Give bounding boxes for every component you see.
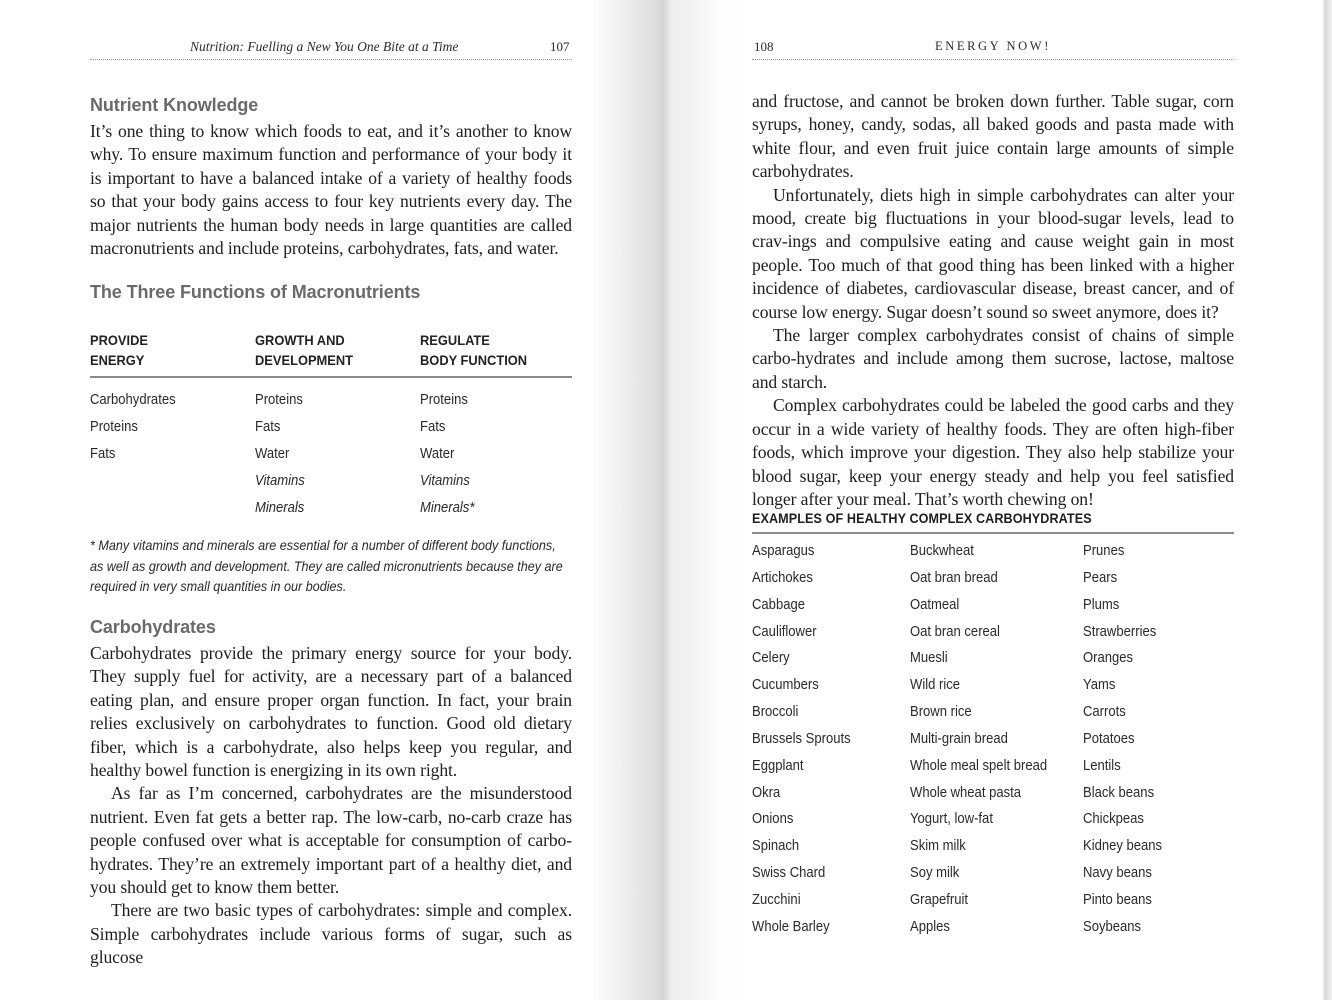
section-nutrient-knowledge — [90, 95, 572, 260]
table-cell: Water — [255, 445, 290, 462]
table-row — [90, 441, 572, 468]
table-cell: Proteins — [420, 392, 468, 409]
list-item: Yams — [1083, 677, 1116, 694]
list-item: Apples — [910, 918, 950, 935]
section-heading: Nutrient Knowledge — [90, 95, 259, 115]
table-cell: Minerals — [255, 499, 305, 516]
section-carbohydrates — [90, 617, 572, 970]
list-item: Strawberries — [1083, 623, 1157, 640]
list-item: Plums — [1083, 596, 1120, 613]
list-item: Okra — [752, 784, 781, 801]
column-header: PROVIDE ENERGY — [90, 332, 148, 368]
list-item: Brown rice — [910, 704, 972, 721]
list-item: Cabbage — [752, 596, 805, 613]
list-item: Soy milk — [910, 865, 960, 882]
running-header-right — [752, 38, 1234, 60]
list-item: Celery — [752, 650, 790, 667]
book-spine-shadow — [590, 0, 750, 1000]
list-item: Potatoes — [1083, 730, 1135, 747]
table-row — [90, 414, 572, 441]
paragraph: It’s one thing to know which foods to eat, and it’s another to know why. To ensure maximum function and performance of your body it is important to have a balanced intake of a variety of healthy foods so that your body gains access to four key nutrients every day. The major nutrients the human body needs in large quantities are called macronutrients and include proteins, carbohydrates, fats, and water. — [90, 121, 572, 259]
list-item: Broccoli — [752, 704, 799, 721]
list-item: Black beans — [1083, 784, 1155, 801]
complex-carbs-examples — [752, 510, 1234, 941]
paragraph: Unfortunately, diets high in simple carbohydrates can alter your mood, create big fluctuations in your blood-sugar levels, lead to crav-ings and compulsive eating and cause weight gain in most people. Too much of that good thing has been linked with a higher incidence of diabetes, cardiovascular disease, breast cancer, and of course low energy. Sugar doesn’t sound so sweet anymore, does it? — [752, 184, 1234, 322]
right-body — [752, 90, 1234, 511]
list-item: Swiss Chard — [752, 865, 826, 882]
list-item: Artichokes — [752, 569, 813, 586]
list-item: Soybeans — [1083, 918, 1142, 935]
list-item: Chickpeas — [1083, 811, 1144, 828]
section-heading: The Three Functions of Macronutrients — [90, 282, 421, 302]
list-item: Muesli — [910, 650, 948, 667]
examples-list — [752, 534, 1234, 941]
table-cell: Fats — [420, 419, 446, 436]
paragraph: Complex carbohydrates could be labeled the good carbs and they occur in a wide variety of healthy foods. They are often high-fiber foods, which improve your digestion. They also help stabilize your blood sugar, keep your energy steady and help you feel satisfied longer after your meal. That’s worth chewing on! — [752, 395, 1234, 509]
list-item: Buckwheat — [910, 543, 974, 559]
body-text — [752, 90, 1234, 511]
list-item: Pears — [1083, 569, 1118, 586]
examples-title: EXAMPLES OF HEALTHY COMPLEX CARBOHYDRATES — [752, 510, 1092, 526]
list-item: Carrots — [1083, 704, 1126, 721]
chapter-title: Nutrition: Fuelling a New You One Bite at a Time — [190, 39, 459, 54]
paragraph: Carbohydrates provide the primary energy source for your body. They supply fuel for activity, are a necessary part of a balanced eating plan, and ensure proper organ function. In fact, your brain relies exclusively on carbohydrates to function. Good old dietary fiber, which is a carbohydrate, also helps keep you regular, and healthy bowel function is energizing in its own right. — [90, 643, 572, 781]
table-cell: Fats — [255, 419, 281, 436]
list-item: Kidney beans — [1083, 838, 1163, 855]
list-item: Pinto beans — [1083, 891, 1152, 908]
examples-column — [1083, 538, 1233, 941]
list-item: Yogurt, low-fat — [910, 811, 993, 828]
book-title: ENERGY NOW! — [935, 39, 1051, 53]
footnote: * Many vitamins and minerals are essential for a number of different body functions, as well as growth and development. They are called micronutrients because they are required in very small quantities in our bodies. — [90, 537, 563, 594]
page-number: 107 — [550, 39, 570, 54]
table-row — [90, 467, 572, 494]
list-item: Grapefruit — [910, 891, 969, 908]
list-item: Whole Barley — [752, 918, 830, 935]
list-item: Cauliflower — [752, 623, 817, 640]
table-row — [90, 494, 572, 521]
table-cell: Vitamins — [420, 472, 470, 489]
table-row — [90, 387, 572, 414]
paragraph: As far as I’m concerned, carbohydrates are the misunderstood nutrient. Even fat gets a better rap. The low-carb, no-carb craze has people confused over what is acceptable for consumption of carbo-hydrates. They’re an extremely important part of a healthy diet, and you should get to know them better. — [90, 783, 572, 898]
body-text — [90, 120, 572, 260]
column-header: REGULATE BODY FUNCTION — [420, 332, 528, 368]
list-item: Oat bran cereal — [910, 623, 1000, 640]
list-item: Skim milk — [910, 838, 966, 855]
examples-column — [752, 538, 910, 941]
table-cell: Water — [420, 445, 455, 462]
table-cell: Carbohydrates — [90, 392, 176, 409]
table-footnote-block — [90, 535, 572, 597]
body-text — [90, 642, 572, 970]
paragraph: and fructose, and cannot be broken down further. Table sugar, corn syrups, honey, candy, sodas, all baked goods and pasta made with white flour, and even fruit juice contain large amounts of simple carbohydrates. — [752, 91, 1234, 182]
left-page — [90, 0, 572, 1000]
list-item: Cucumbers — [752, 677, 819, 694]
table-cell: Proteins — [90, 419, 138, 436]
list-item: Spinach — [752, 838, 800, 855]
right-page — [752, 0, 1234, 1000]
list-item: Oatmeal — [910, 596, 960, 613]
table-cell: Proteins — [255, 392, 303, 409]
list-item: Asparagus — [752, 543, 815, 559]
list-item: Multi-grain bread — [910, 730, 1008, 747]
section-heading: Carbohydrates — [90, 617, 216, 637]
list-item: Oranges — [1083, 650, 1134, 667]
list-item: Whole meal spelt bread — [910, 757, 1048, 774]
list-item: Prunes — [1083, 543, 1125, 559]
table-body — [90, 378, 572, 521]
list-item: Brussels Sprouts — [752, 730, 851, 747]
list-item: Wild rice — [910, 677, 961, 694]
section-three-functions — [90, 282, 572, 303]
list-item: Navy beans — [1083, 865, 1152, 882]
table-cell: Minerals* — [420, 499, 475, 516]
list-item: Zucchini — [752, 891, 801, 908]
examples-column — [910, 538, 1083, 941]
macronutrient-functions-table — [90, 330, 572, 521]
table-header — [90, 330, 572, 378]
paragraph: The larger complex carbohydrates consist of chains of simple carbo-hydrates and include among them sucrose, lactose, maltose and starch. — [752, 325, 1234, 392]
list-item: Onions — [752, 811, 794, 828]
running-header-left — [90, 38, 572, 60]
column-header: GROWTH AND DEVELOPMENT — [255, 332, 354, 368]
list-item: Lentils — [1083, 757, 1121, 774]
page-number: 108 — [754, 39, 774, 54]
list-item: Whole wheat pasta — [910, 784, 1021, 801]
list-item: Oat bran bread — [910, 569, 998, 586]
table-cell: Vitamins — [255, 472, 305, 489]
table-cell: Fats — [90, 445, 116, 462]
list-item: Eggplant — [752, 757, 804, 774]
paragraph: There are two basic types of carbohydrates: simple and complex. Simple carbohydrates include various forms of sugar, such as glucose — [90, 900, 572, 968]
page-edge — [1323, 0, 1332, 1000]
